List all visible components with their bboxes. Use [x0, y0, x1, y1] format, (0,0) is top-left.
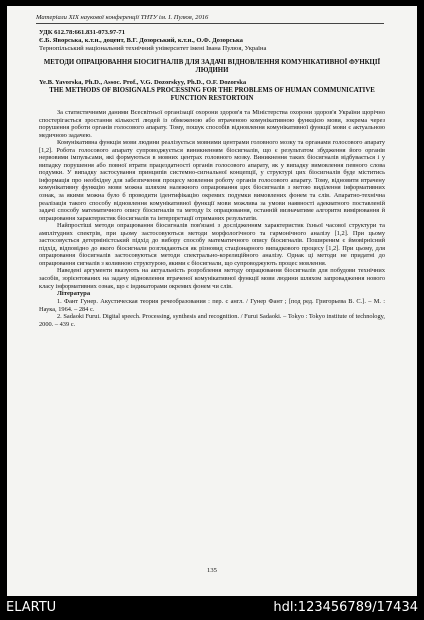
document-page — [7, 6, 417, 596]
udc-code: УДК 612.78:661.831-073.97-71 — [39, 29, 126, 36]
title-ua: МЕТОДИ ОПРАЦЮВАННЯ БІОСИГНАЛІВ ДЛЯ ЗАДАЧІ ВІДНОВЛЕННЯ КОМУНІКАТИВНОЇ ФУНКЦІЇ ЛЮДИНИ — [43, 59, 381, 74]
page-number: 135 — [207, 567, 217, 574]
paragraph: Найпростіші методи опрацювання біосигналів пов'язані з дослідженням характеристик їхньої часової структури та амплітудних спектрів, при цьому застосовуються методи морфологічного та гармонічного аналізу [1,2]. При цьому застосовується детерміністський підхід до вибору способу математичного опису біосигналів. Поширеним є ймовірнісний підхід, відповідно до якого біосигнали розглядаються як різновид стаціонарного випадкового процесу [1,2]. При цьому, для опрацювання біосигналів застосовуються методи спектрально-кореляційного аналізу. Однак ці методи не придатні до опрацювання сигналів з коливною структурою, якими є біосигнали, що супроводжують процес мовлення. — [39, 222, 385, 267]
viewer-footer — [0, 596, 424, 620]
authors-ua: Є.Б. Яворська, к.т.н., доцент, В.Г. Дозорський, к.т.н., О.Ф. Дозорська — [39, 37, 243, 44]
header-rule — [36, 23, 384, 24]
handle-id: hdl:123456789/17434 — [273, 600, 418, 615]
title-en: THE METHODS OF BIOSIGNALS PROCESSING FOR THE PROBLEMS OF HUMAN COMMUNICATIVE FUNCTION RESTORTOIN — [49, 87, 375, 102]
paragraph: Комунікативна функція мови людини реалізується мовними центрами головного мозку та органами голосового апарату [1,2]. Робота голосового апарату супроводжується виникненням біосигналів, що є результатом збудження його органів нервовими імпульсами, які формуються в мовних центрах головного мозку. Виникнення таких біосигналів відбувається і у випадку порушення або повної втрати працездатності органів голосового апарату, як у випадку вимовлення певного слова подумки. У випадку застосування принципів системно-сигнальної концепції, у структурі цих біосигналів буде міститись інформація про необхідну для забезпечення процесу мовлення роботу органів голосового апарату. Тому, відновити втрачену комунікативну функцію мови можна шляхом належного опрацювання цих біосигналів з метою виділення інформативних ознак, за якими можна було б проводити ідентифікацію окремих подумки вимовлених фонем та слів. Апаратно-технічна реалізація такого способу відновлення комунікативної функції мови можлива за умови наявності адекватного поставленій задачі способу математичного опису біосигналів та методу їх опрацювання, останній визначатиме алгоритм вимірювання й опрацювання характеристик біосигналів та інтерпретації отриманих результатів. — [39, 139, 385, 222]
paragraph: Наведені аргументи вказують на актуальність розроблення методу опрацювання біосигналів для побудови технічних засобів, зорієнтованих на задачу відновлення втраченої комунікативної функції мови людини шляхом запровадження нового класу інформативних ознак, що є індикаторами окремих фонем чи слів. — [39, 267, 385, 290]
affiliation: Тернопільський національний технічний університет імені Івана Пулюя, Україна — [39, 45, 267, 52]
paragraph: За статистичними даними Всесвітньої організації охорони здоров'я та Міністерства охорони здоров'я України щорічно спостерігається зростання кількості людей із обмеженою або втраченою комунікативною функцією мови, зокрема через порушення роботи органів голосового апарату. Тому, пошук способів відновлення комунікативної функції мови є актуальною медичною задачею. — [39, 109, 385, 139]
repository-name: ELARTU — [6, 600, 57, 615]
authors-en: Ye.B. Yavorska, Ph.D., Assoc. Prof., V.G. Dozorskyy, Ph.D., O.F. Dozorska — [39, 79, 247, 86]
article-body — [39, 109, 385, 328]
running-header: Матеріали ХІХ наукової конференції ТНТУ ім. І. Пулюя, 2016 — [36, 14, 209, 21]
reference-item: 1. Фант Гунер. Акустическая теория речеобразования : пер. с англ. / Гунер Фант ; [под ред. Григорьева В. С.]. – М. : Наука, 1964. – 284 с. — [39, 298, 385, 313]
literature-heading: Література — [57, 290, 91, 298]
reference-item: 2. Sadaoki Furui. Digital speech. Processing, synthesis and recognition. / Furui Sadaoki. – Tokyo : Tokyo institute of technology, 2000. – 439 с. — [39, 313, 385, 328]
